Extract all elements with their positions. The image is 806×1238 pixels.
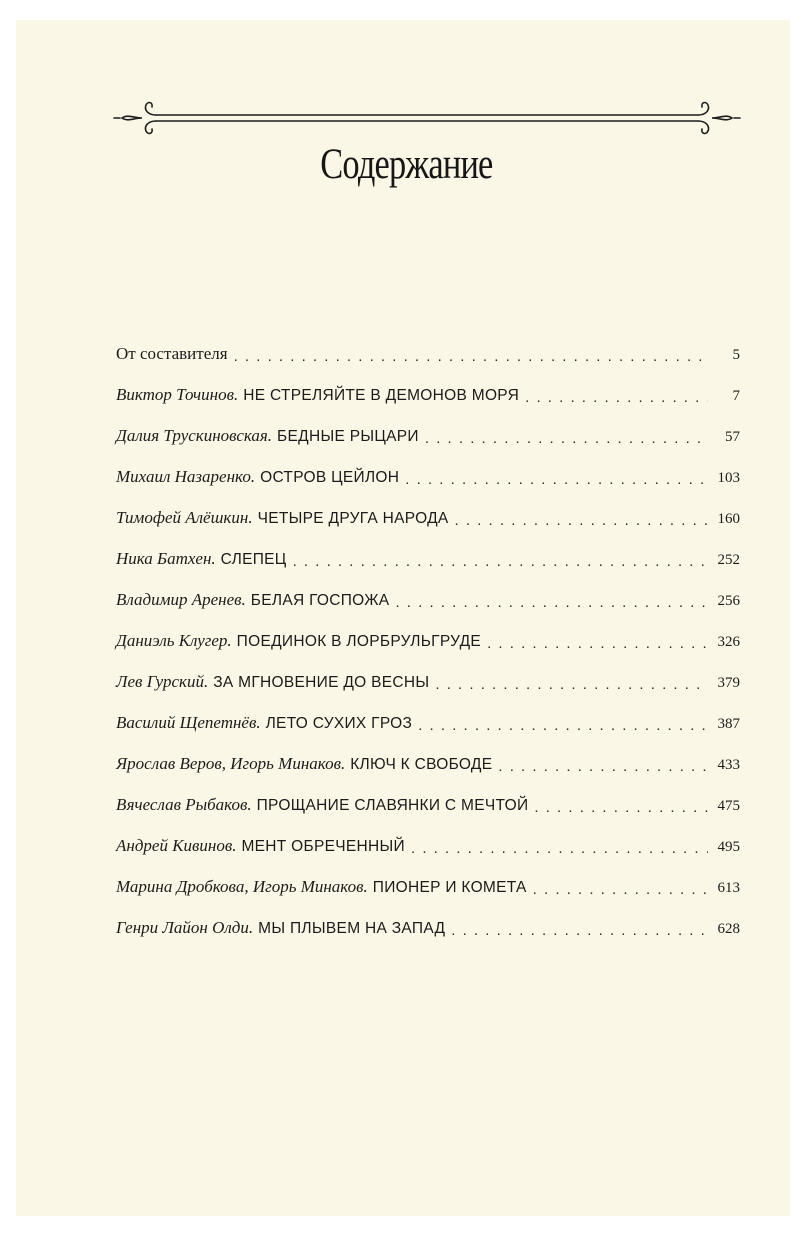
toc-entry bbox=[116, 426, 740, 467]
toc-entry-page-number: 326 bbox=[717, 634, 740, 650]
toc-entry-author: Марина Дробкова, Игорь Минаков. bbox=[116, 877, 368, 896]
dot-leader bbox=[418, 715, 708, 735]
toc-entry bbox=[116, 631, 740, 672]
toc-entry-author: Тимофей Алёшкин. bbox=[116, 508, 253, 527]
toc-entry-title: От составителя bbox=[116, 344, 228, 363]
toc-entry-page-number: 160 bbox=[717, 511, 740, 527]
toc-entry-author: Вячеслав Рыбаков. bbox=[116, 795, 252, 814]
toc-entry bbox=[116, 754, 740, 795]
toc-entry-title: ЛЕТО СУХИХ ГРОЗ bbox=[265, 715, 413, 732]
toc-entry-page-number: 387 bbox=[717, 716, 740, 732]
toc-entry-title: МЕНТ ОБРЕЧЕННЫЙ bbox=[241, 838, 405, 855]
toc-entry-author: Далия Трускиновская. bbox=[116, 426, 273, 445]
toc-entry-page-number: 256 bbox=[717, 593, 740, 609]
table-of-contents bbox=[116, 344, 740, 959]
toc-entry-title: БЕДНЫЕ РЫЦАРИ bbox=[277, 428, 419, 445]
toc-entry-author: Ника Батхен. bbox=[116, 549, 216, 568]
toc-entry-page-number: 613 bbox=[717, 880, 740, 896]
toc-entry-author: Василий Щепетнёв. bbox=[116, 713, 261, 732]
dot-leader bbox=[411, 838, 708, 858]
toc-entry bbox=[116, 795, 740, 836]
dot-leader bbox=[425, 428, 708, 448]
toc-entry bbox=[116, 508, 740, 549]
toc-entry-title: ОСТРОВ ЦЕЙЛОН bbox=[260, 469, 400, 486]
dot-leader bbox=[455, 510, 708, 530]
dot-leader bbox=[525, 387, 708, 407]
toc-entry bbox=[116, 549, 740, 590]
toc-entry-title: МЫ ПЛЫВЕМ НА ЗАПАД bbox=[258, 920, 446, 937]
toc-entry bbox=[116, 713, 740, 754]
toc-entry-title: КЛЮЧ К СВОБОДЕ bbox=[350, 756, 493, 773]
contents-heading: Содержание bbox=[320, 141, 493, 188]
toc-entry-title: ЗА МГНОВЕНИЕ ДО ВЕСНЫ bbox=[213, 674, 430, 691]
toc-entry bbox=[116, 344, 740, 385]
toc-entry-page-number: 628 bbox=[717, 921, 740, 937]
toc-entry-title: ПИОНЕР И КОМЕТА bbox=[372, 879, 527, 896]
dot-leader bbox=[534, 797, 708, 817]
toc-entry bbox=[116, 385, 740, 426]
toc-entry-page-number: 57 bbox=[725, 429, 740, 445]
toc-entry-author: Владимир Аренев. bbox=[116, 590, 246, 609]
toc-entry bbox=[116, 467, 740, 508]
dot-leader bbox=[451, 920, 708, 940]
toc-entry-author: Ярослав Веров, Игорь Минаков. bbox=[116, 754, 346, 773]
toc-entry-page-number: 103 bbox=[717, 470, 740, 486]
toc-entry-title: ПОЕДИНОК В ЛОРБРУЛЬГРУДЕ bbox=[236, 633, 482, 650]
toc-entry-author: Генри Лайон Олди. bbox=[116, 918, 254, 937]
toc-entry-page-number: 7 bbox=[732, 388, 740, 404]
toc-entry-author: Михаил Назаренко. bbox=[116, 467, 256, 486]
toc-entry-title: ПРОЩАНИЕ СЛАВЯНКИ С МЕЧТОЙ bbox=[256, 797, 529, 814]
toc-entry bbox=[116, 836, 740, 877]
toc-entry-title: НЕ СТРЕЛЯЙТЕ В ДЕМОНОВ МОРЯ bbox=[243, 387, 520, 404]
dot-leader bbox=[293, 551, 708, 571]
toc-entry-author: Андрей Кивинов. bbox=[116, 836, 237, 855]
toc-entry-page-number: 252 bbox=[717, 552, 740, 568]
toc-entry bbox=[116, 590, 740, 631]
toc-entry-author: Виктор Точинов. bbox=[116, 385, 239, 404]
toc-entry-page-number: 495 bbox=[717, 839, 740, 855]
dot-leader bbox=[395, 592, 708, 612]
toc-entry-page-number: 433 bbox=[717, 757, 740, 773]
toc-entry-title: БЕЛАЯ ГОСПОЖА bbox=[250, 592, 390, 609]
toc-entry bbox=[116, 672, 740, 713]
toc-entry-page-number: 475 bbox=[717, 798, 740, 814]
dot-leader bbox=[533, 879, 708, 899]
toc-entry-page-number: 5 bbox=[732, 347, 740, 363]
toc-entry-title: ЧЕТЫРЕ ДРУГА НАРОДА bbox=[257, 510, 449, 527]
toc-entry bbox=[116, 877, 740, 918]
dot-leader bbox=[234, 346, 708, 366]
toc-entry-author: Лев Гурский. bbox=[116, 672, 209, 691]
toc-entry-author: Даниэль Клугер. bbox=[116, 631, 232, 650]
toc-entry-title: СЛЕПЕЦ bbox=[220, 551, 287, 568]
dot-leader bbox=[405, 469, 708, 489]
toc-entry-page-number: 379 bbox=[717, 675, 740, 691]
dot-leader bbox=[498, 756, 708, 776]
decorative-rule-ornament bbox=[112, 96, 742, 140]
dot-leader bbox=[487, 633, 708, 653]
toc-entry bbox=[116, 918, 740, 959]
dot-leader bbox=[435, 674, 708, 694]
